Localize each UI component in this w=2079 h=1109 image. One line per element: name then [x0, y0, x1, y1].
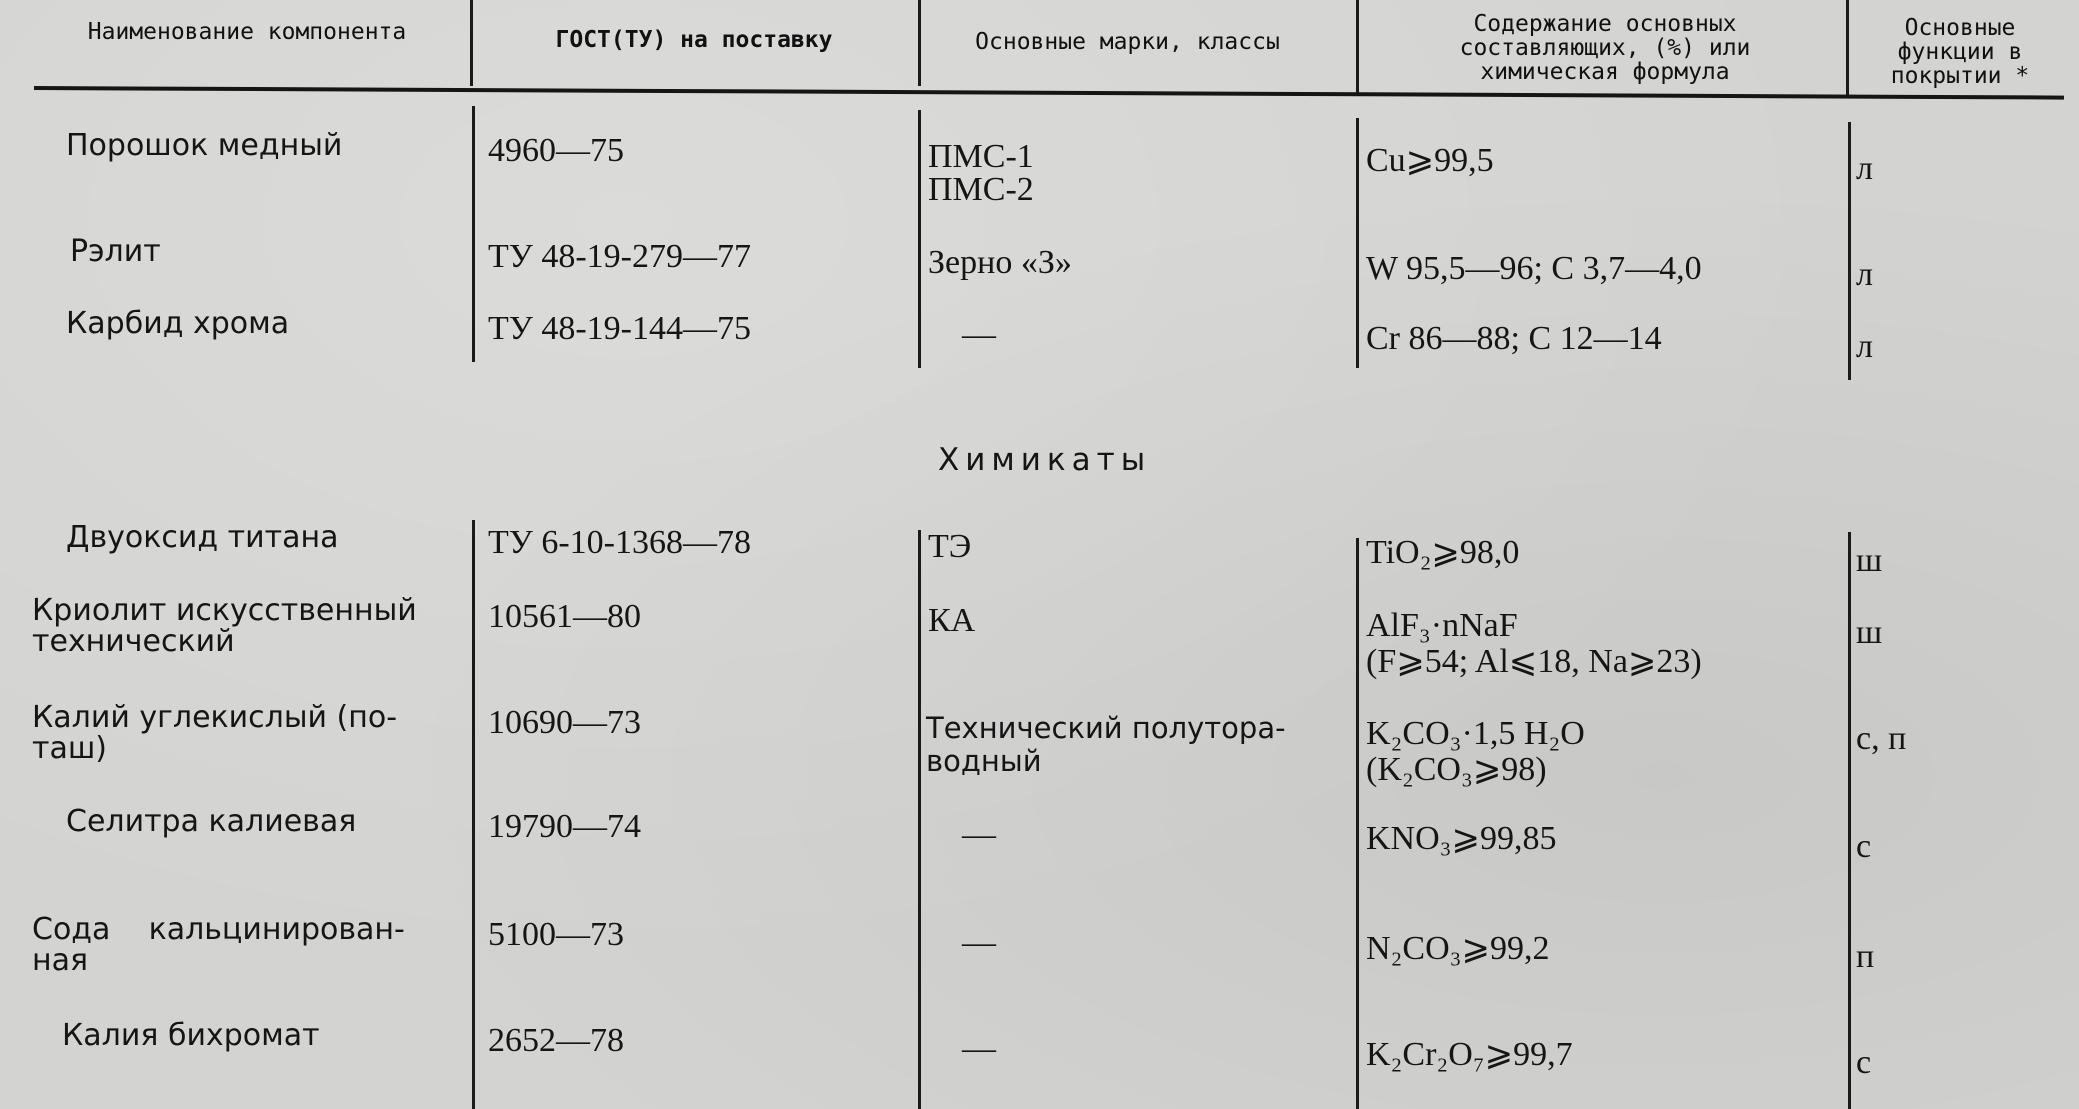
column-divider [472, 520, 475, 1109]
row-content: K₂Cr₂O₇⩾99,7 [1366, 1036, 1573, 1073]
row-name: Рэлит [70, 234, 161, 269]
row-function: л [1856, 256, 1873, 293]
row-content: K₂CO₃·1,5 H₂O (K₂CO₃⩾98) [1366, 715, 1585, 788]
header-col-function: Основные функции в покрытии * [1890, 15, 2030, 89]
header-rule [34, 86, 2064, 100]
row-gost: 10690—73 [488, 704, 641, 741]
row-gost: 4960—75 [488, 132, 624, 169]
row-name: Калий углекислый (по- таш) [32, 700, 398, 766]
row-gost: ТУ 48-19-144—75 [488, 310, 751, 347]
row-name: Карбид хрома [66, 306, 290, 341]
header-col-content: Содержание основных составляющих, (%) или химическая формула [1459, 11, 1751, 85]
header-col-name: Наименование компонента [87, 19, 407, 45]
row-grade: Зерно «З» [928, 244, 1072, 281]
row-gost: 5100—73 [488, 916, 624, 953]
row-name: Селитра калиевая [66, 804, 357, 839]
row-function: с [1856, 828, 1872, 865]
column-divider [918, 530, 921, 1109]
row-grade: — [962, 316, 996, 353]
row-grade: ПМС-1 ПМС-2 [928, 138, 1034, 208]
column-divider [1848, 532, 1851, 1109]
header-col-gost: ГОСТ(ТУ) на поставку [555, 27, 833, 53]
header-divider [1356, 0, 1359, 96]
column-divider [1356, 118, 1359, 368]
row-gost: ТУ 6-10-1368—78 [488, 524, 751, 561]
row-function: л [1856, 150, 1873, 187]
header-col-grade: Основные марки, классы [975, 29, 1280, 55]
row-function: ш [1856, 542, 1883, 579]
header-divider [918, 0, 921, 86]
row-gost: ТУ 48-19-279—77 [488, 238, 751, 275]
row-gost: 10561—80 [488, 598, 641, 635]
row-content: KNO₃⩾99,85 [1366, 820, 1557, 857]
column-divider [1848, 122, 1851, 380]
row-content: W 95,5—96; С 3,7—4,0 [1366, 250, 1702, 287]
row-gost: 19790—74 [488, 808, 641, 845]
row-grade: КА [928, 602, 976, 639]
row-grade: — [962, 816, 996, 853]
row-name: Сода кальцинирован- ная [32, 912, 405, 978]
row-content: N₂CO₃⩾99,2 [1366, 930, 1550, 967]
row-function: с [1856, 1044, 1872, 1081]
row-function: п [1856, 938, 1875, 975]
header-divider [470, 0, 473, 86]
row-content: Cr 86—88; С 12—14 [1366, 320, 1662, 357]
section-title-chemicals: Химикаты [938, 442, 1152, 478]
row-function: л [1856, 328, 1873, 365]
row-name: Криолит искусственный технический [32, 593, 417, 659]
row-content: Cu⩾99,5 [1366, 142, 1494, 179]
row-grade: ТЭ [928, 528, 972, 565]
row-function: с, п [1856, 720, 1907, 757]
column-divider [1356, 538, 1359, 1109]
column-divider [472, 106, 475, 362]
row-name: Калия бихромат [62, 1018, 320, 1053]
row-content: TiO₂⩾98,0 [1366, 534, 1520, 571]
row-gost: 2652—78 [488, 1022, 624, 1059]
column-divider [918, 110, 921, 368]
row-grade: Технический полутора- водный [926, 711, 1286, 778]
row-name: Двуоксид титана [66, 520, 339, 555]
header-divider [1846, 0, 1849, 98]
row-name: Порошок медный [66, 128, 343, 163]
row-content: AlF₃·nNaF (F⩾54; Al⩽18, Na⩾23) [1366, 607, 1702, 680]
row-grade: — [962, 1030, 996, 1067]
row-function: ш [1856, 614, 1883, 651]
row-grade: — [962, 924, 996, 961]
